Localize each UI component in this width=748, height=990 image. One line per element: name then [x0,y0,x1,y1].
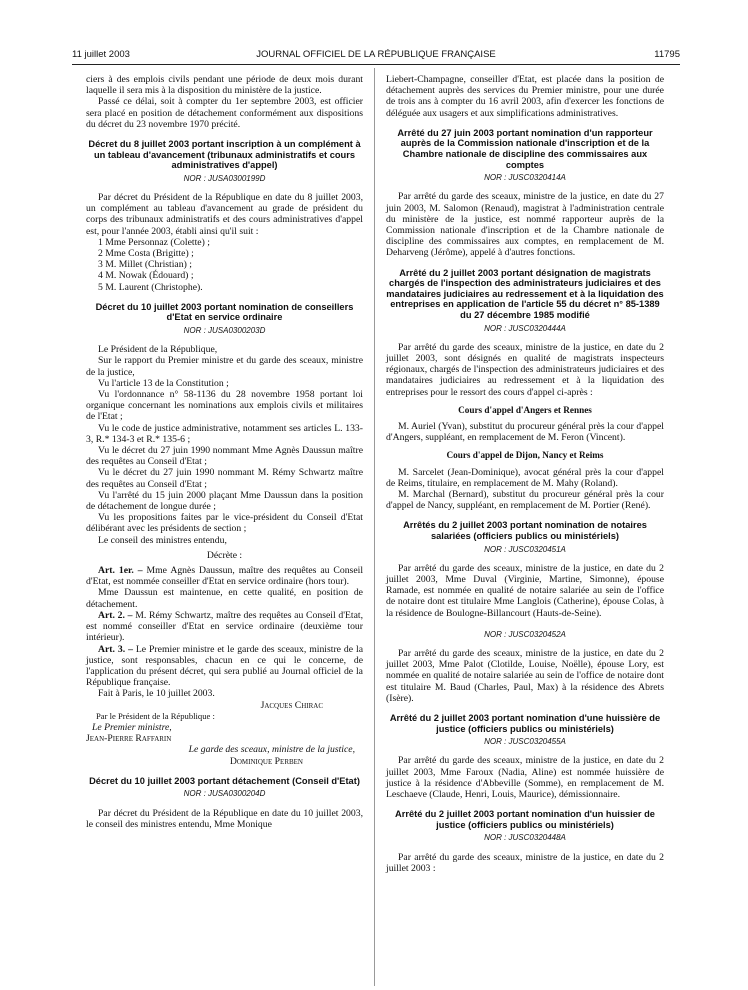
article-2 [86,610,363,644]
header-journal-title: JOURNAL OFFICIEL DE LA RÉPUBLIQUE FRANÇAISE [256,49,496,60]
premier-ministre-label: Le Premier ministre, [92,721,172,733]
nor-reference: NOR : JUSC0320414A [484,173,566,183]
decree-title: Décret du 10 juillet 2003 portant détachement (Conseil d'Etat) [89,775,360,786]
arrete-text: Par arrêté du garde des sceaux, ministre de la justice, en date du 2 juillet 2003, sont désignés en qualité de magistrats inspecteurs régionaux, chargés de l'inspection des administrateurs judiciaires et des mandataires judiciaires au redressement et à la liquidation des entreprises pour le ressort des cours d'appel ci-après : [386,341,664,398]
subheading: Cours d'appel d'Angers et Rennes [458,404,592,415]
arrete-text: M. Auriel (Yvan), substitut du procureur général près la cour d'appel d'Angers, suppléant, en remplacement de M. Feron (Vincent). [386,421,664,444]
decree-title: Décret du 10 juillet 2003 portant nomination de conseillers d'Etat en service ordinaire [95,301,354,323]
promotion-list [86,237,363,293]
signature-chirac: Jacques Chirac [260,699,323,711]
intro-text: ciers à des emplois civils pendant une période de deux mois durant laquelle il sera mis à la disposition du ministère de la justice. [86,74,363,97]
decree-paragraph: Vu le décret du 27 juin 1990 nommant M. Rémy Schwartz maître des requêtes au Conseil d'Etat ; [86,467,363,490]
nor-reference: NOR : JUSC0320455A [484,737,566,747]
nor-reference: NOR : JUSA0300199D [183,173,266,183]
decree-paragraph: Vu les propositions faites par le vice-président du Conseil d'Etat délibérant avec les présidents de section ; [86,512,363,535]
nor-reference: NOR : JUSC0320451A [484,544,566,554]
decree-paragraph: Vu le décret du 27 juin 1990 nommant Mme Agnès Daussun maître des requêtes au Conseil d'Etat ; [86,445,363,468]
arrete-text: Par arrêté du garde des sceaux, ministre de la justice, en date du 27 juin 2003, M. Salomon (Renaud), magistrat à l'administration centrale du ministère de la justice, est nommé rapporteur auprès de la Commission nationale d'inscription et de la Chambre nationale de discipline des commissaires aux comptes, en remplacement de M. Deharveng (Jérôme), appelé à d'autres fonctions. [386,191,664,259]
decree-paragraph: Le Président de la République, [98,344,218,356]
signature-raffarin: Jean-Pierre Raffarin [86,733,172,745]
nor-reference: NOR : JUSA0300203D [183,326,266,336]
decree-title: Décret du 8 juillet 2003 portant inscription à un complément à un tableau d'avancement (tribunaux administratifs et cours administratives d'appel) [88,139,361,171]
intro-text: Liebert-Champagne, conseiller d'Etat, est placée dans la position de détachement auprès des services du Premier ministre, pour une durée de trois ans à compter du 16 avril 2003, afin d'exercer les fonctions de déléguée aux usagers et aux simplifications administratives. [386,74,664,119]
list-item: 5 M. Laurent (Christophe). [98,281,203,293]
header-rule [72,64,680,65]
article-text: M. Rémy Schwartz, maître des requêtes au Conseil d'Etat, est nommé conseiller d'Etat en service ordinaire (deuxième tour intérieur). [86,609,363,644]
decree-paragraph: Vu l'arrêté du 15 juin 2000 plaçant Mme Daussun dans la position de détachement de longue durée ; [86,489,363,513]
arrete-title: Arrêté du 27 juin 2003 portant nomination d'un rapporteur auprès de la Commission nationale d'inscription et de la Chambre nationale de discipline des commissaires aux comptes [397,127,653,170]
arrete-text: M. Marchal (Bernard), substitut du procureur général près la cour d'appel de Nancy, suppléant, en remplacement de M. Portier (René). [386,489,664,512]
list-item: 2 Mme Costa (Brigitte) ; [98,248,194,260]
decree-paragraph: Le conseil des ministres entendu, [98,534,227,546]
intro-text-2: Passé ce délai, soit à compter du 1er septembre 2003, est officier sera placé en position de détachement conformément aux dispositions du décret du 23 novembre 1970 précité. [86,96,363,130]
decree-paragraph: Vu l'article 13 de la Constitution ; [98,377,229,389]
fait-a-paris: Fait à Paris, le 10 juillet 2003. [98,688,215,700]
article-label: Art. 2. – [98,609,133,621]
arrete-text: M. Sarcelet (Jean-Dominique), avocat général près la cour d'appel de Reims, titulaire, en remplacement de M. Mahy (Roland). [386,466,664,489]
header-date: 11 juillet 2003 [72,49,130,60]
article-text: Mme Agnès Daussun, maître des requêtes au Conseil d'Etat, est nommée conseiller d'Etat en service ordinaire (hors tour). [86,565,364,588]
list-item: 4 M. Nowak (Édouard) ; [98,270,194,282]
arrete-text: Par arrêté du garde des sceaux, ministre de la justice, en date du 2 juillet 2003 : [386,851,664,874]
right-column [386,74,664,874]
signature-perben: Dominique Perben [229,755,303,767]
par-le-president: Par le Président de la République : [96,710,215,721]
garde-des-sceaux-label: Le garde des sceaux, ministre de la justice, [188,744,355,756]
article-3 [86,644,363,689]
article-1 [86,565,363,587]
left-column [86,74,363,830]
arrete-title: Arrêtés du 2 juillet 2003 portant nomination de notaires salariées (officiers publics ou ministériels) [403,520,647,542]
page-header [72,47,680,63]
article-label: Art. 3. – [98,643,133,655]
decree-text: Par décret du Président de la République en date du 10 juillet 2003, le conseil des ministres entendu, Mme Monique [86,807,363,830]
header-page-number: 11795 [654,49,680,60]
list-item: 3 M. Millet (Christian) ; [98,259,192,271]
arrete-text: Par arrêté du garde des sceaux, ministre de la justice, en date du 2 juillet 2003, Mme Palot (Clotilde, Louise, Noëlle), épouse Lory, est nommée en qualité de notaire salariée au sein de l'office de notaire dont est titulaire M. Baud (Charles, Paul, Max) à la résidence des Abrets (Isère). [386,648,664,704]
article-text: Le Premier ministre et le garde des sceaux, ministre de la justice, sont responsables, chacun en ce qui le concerne, de l'application du présent décret, qui sera publié au Journal officiel de la République française. [86,643,363,689]
decree-text: Par décret du Président de la République en date du 8 juillet 2003, un complément au tableau d'avancement au grade de président du corps des tribunaux administratifs et des cours administratives d'appel est, pour l'année 2003, établi ainsi qu'il suit : [86,192,363,237]
nor-reference: NOR : JUSA0300204D [183,789,266,799]
decree-paragraph: Vu l'ordonnance n° 58-1136 du 28 novembre 1958 portant loi organique concernant les nominations aux emplois civils et militaires de l'Etat ; [86,389,363,423]
nor-reference: NOR : JUSC0320448A [484,833,566,843]
arrete-text: Par arrêté du garde des sceaux, ministre de la justice, en date du 2 juillet 2003, Mme Faroux (Nadia, Aline) est nommée huissière de justice à la résidence d'Abbeville (Somme), en remplacement de M. Leschaeve (Claude, Henri, Louis, Maurice), démissionnaire. [386,755,664,801]
arrete-title: Arrêté du 2 juillet 2003 portant nomination d'un huissier de justice (officiers publics ou ministériels) [395,809,655,830]
article-label: Art. 1er. – [98,565,143,577]
subheading: Cours d'appel de Dijon, Nancy et Reims [446,450,604,461]
arrete-title: Arrêté du 2 juillet 2003 portant nomination d'une huissière de justice (officiers publics ou ministériels) [389,713,661,734]
nor-reference: NOR : JUSC0320452A [484,629,566,639]
arrete-text: Par arrêté du garde des sceaux, ministre de la justice, en date du 2 juillet 2003, Mme Duval (Virginie, Martine, Simonne), épouse Ramade, est nommée en qualité de notaire salariée au sein de l'office de notaire dont est titulaire Mme Langlois (Catherine), épouse Colas, à la résidence de Boulogne-Billancourt (Hauts-de-Seine). [386,562,664,619]
arrete-title: Arrêté du 2 juillet 2003 portant désignation de magistrats chargés de l'inspection des administrateurs judiciaires et des mandataires judiciaires au redressement et à la liquidation des entreprises en application de l'article 55 du décret n° 85-1389 du 27 décembre 1985 modifié [386,267,664,320]
list-item: 1 Mme Personnaz (Colette) ; [98,236,210,248]
column-separator [374,68,375,986]
article-1-continued: Mme Daussun est maintenue, en cette qualité, en position de détachement. [86,587,363,610]
nor-reference: NOR : JUSC0320444A [484,323,566,333]
decree-paragraph: Sur le rapport du Premier ministre et du garde des sceaux, ministre de la justice, [86,355,363,378]
decree-paragraph: Vu le code de justice administrative, notamment ses articles L. 133-3, R.* 134-3 et R.* 135-6 ; [86,422,363,445]
decrete-label: Décrète : [206,549,243,561]
